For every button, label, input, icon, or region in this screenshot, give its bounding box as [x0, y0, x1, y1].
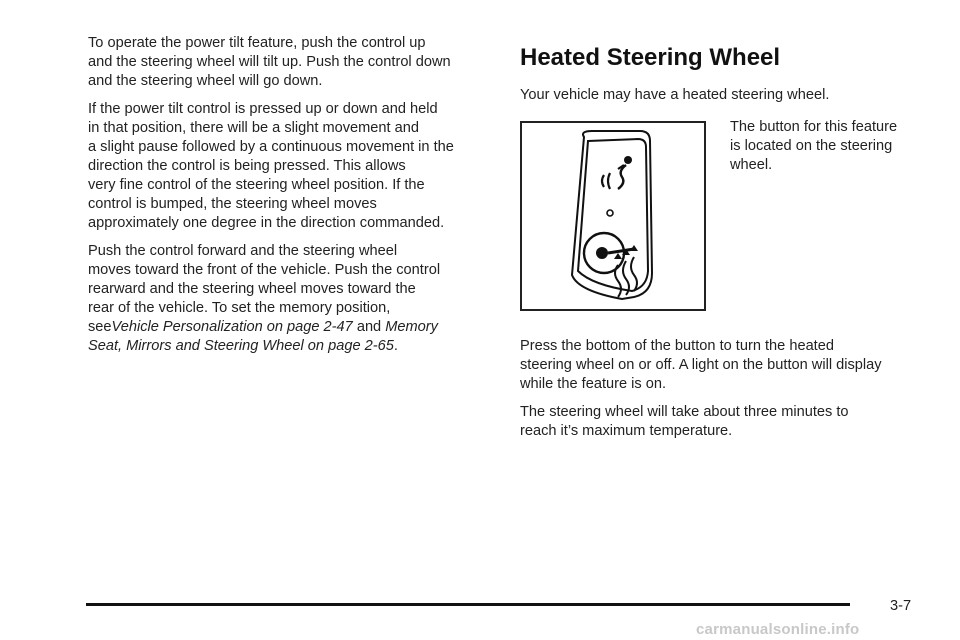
left-column	[88, 34, 492, 365]
text-line: a slight pause followed by a continuous movement in the	[88, 139, 454, 155]
cross-reference-vehicle-personalization[interactable]: Vehicle Personalization on page 2-47	[111, 319, 353, 335]
text-line: Push the control forward and the steering wheel	[88, 243, 398, 259]
text-line: The button for this feature	[730, 119, 898, 135]
text-line-references	[88, 318, 492, 337]
text-line: while the feature is on.	[520, 376, 667, 392]
footer-rule	[86, 603, 850, 606]
text-line-references	[88, 337, 492, 356]
heated-steering-wheel-button-icon	[522, 123, 704, 309]
text-line: and the steering wheel will go down.	[88, 73, 323, 89]
text-line: very fine control of the steering wheel position. If the	[88, 177, 425, 193]
text-line: wheel.	[730, 157, 773, 173]
text-line: is located on the steering	[730, 138, 893, 154]
paragraph-button-operation	[520, 337, 930, 394]
cross-reference-memory-seat-part1[interactable]: Memory	[385, 319, 438, 335]
section-heading: Heated Steering Wheel	[520, 44, 781, 71]
text-line: Press the bottom of the button to turn the heated	[520, 338, 834, 354]
text-line: steering wheel on or off. A light on the button will display	[520, 357, 882, 373]
text-line: rearward and the steering wheel moves toward the	[88, 281, 416, 297]
text-line: The steering wheel will take about three minutes to	[520, 404, 849, 420]
text-line: direction the control is being pressed. This allows	[88, 158, 406, 174]
paragraph-tilt-hold	[88, 100, 492, 233]
text-line: reach it’s maximum temperature.	[520, 423, 733, 439]
intro-paragraph: Your vehicle may have a heated steering wheel.	[520, 87, 830, 103]
right-column	[520, 34, 930, 439]
watermark: carmanualsonline.info	[696, 621, 860, 638]
text-line: rear of the vehicle. To set the memory position,	[88, 300, 391, 316]
see-text: see	[88, 319, 112, 335]
text-line: approximately one degree in the direction commanded.	[88, 215, 445, 231]
text-line: and the steering wheel will tilt up. Push the control down	[88, 54, 451, 70]
paragraph-power-tilt	[88, 34, 492, 91]
paragraph-telescope	[88, 242, 492, 356]
heated-wheel-details	[520, 337, 930, 450]
text-line: moves toward the front of the vehicle. Push the control	[88, 262, 441, 278]
cross-reference-memory-seat-part2[interactable]: Seat, Mirrors and Steering Wheel on page 2-65	[88, 338, 394, 354]
text-line: control is bumped, the steering wheel moves	[88, 196, 377, 212]
paragraph-warmup-time	[520, 403, 930, 441]
end-period: .	[393, 338, 398, 354]
figure-caption	[730, 118, 930, 175]
text-line: To operate the power tilt feature, push the control up	[88, 35, 426, 51]
page-number: 3-7	[890, 598, 912, 614]
text-line: in that position, there will be a slight movement and	[88, 120, 419, 136]
heated-wheel-button-figure	[520, 121, 706, 311]
and-text: and	[356, 319, 382, 335]
text-line: If the power tilt control is pressed up or down and held	[88, 101, 438, 117]
